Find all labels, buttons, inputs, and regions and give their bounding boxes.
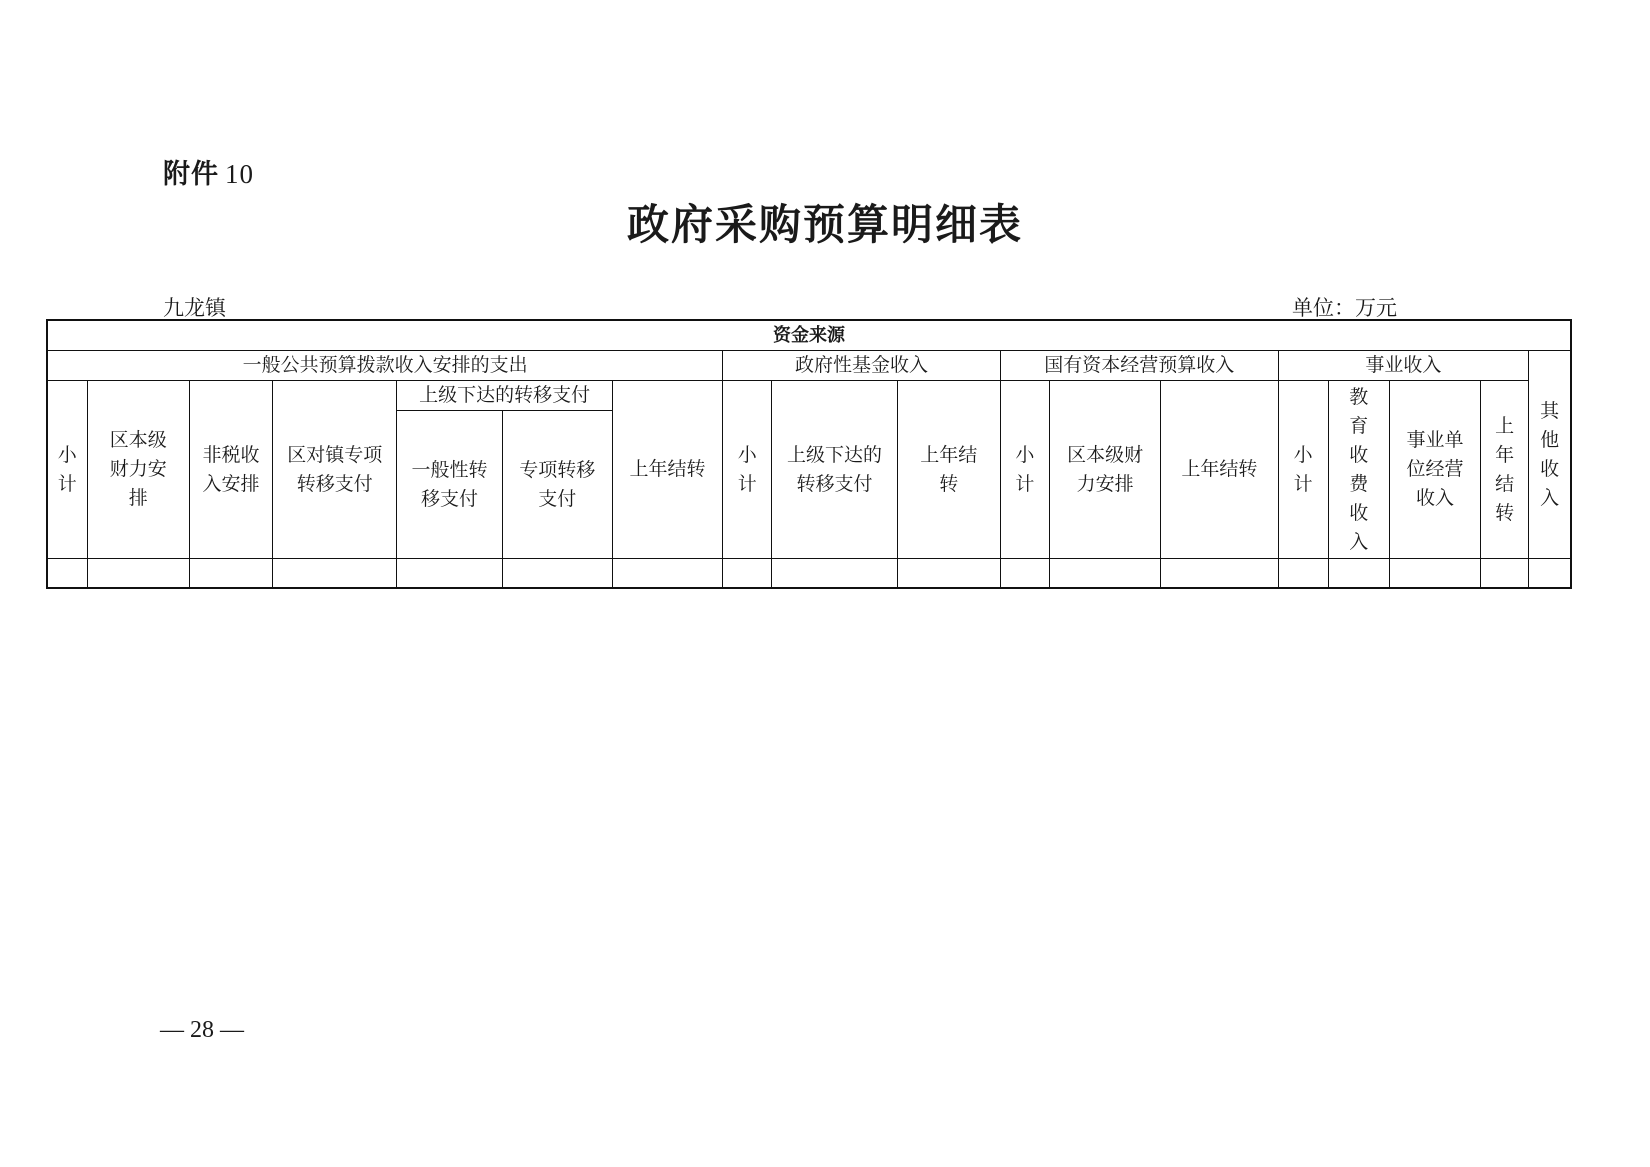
group-other-income: 其他 收入 bbox=[1529, 351, 1571, 559]
unit-label: 单位：万元 bbox=[1292, 296, 1397, 320]
col-sc-carryover: 上年结转 bbox=[1161, 381, 1278, 559]
col-gp-nontax: 非税收 入安排 bbox=[189, 381, 272, 559]
data-cell bbox=[897, 559, 1000, 588]
data-cell bbox=[612, 559, 722, 588]
col-gf-carryover: 上年结 转 bbox=[897, 381, 1000, 559]
col-bz-unit-operation: 事业单 位经营 收入 bbox=[1389, 381, 1480, 559]
organization-name: 九龙镇 bbox=[163, 296, 226, 320]
col-gp-general-transfer: 一般性转 移支付 bbox=[397, 411, 502, 559]
data-cell bbox=[502, 559, 612, 588]
col-gp-district-funds: 区本级 财力安 排 bbox=[87, 381, 189, 559]
data-cell bbox=[397, 559, 502, 588]
col-gp-subtotal: 小 计 bbox=[47, 381, 87, 559]
col-bz-carryover: 上 年 结 转 bbox=[1481, 381, 1529, 559]
col-gf-subtotal: 小 计 bbox=[723, 381, 772, 559]
col-sc-district-funds: 区本级财 力安排 bbox=[1050, 381, 1161, 559]
data-cell bbox=[1278, 559, 1328, 588]
data-cell bbox=[723, 559, 772, 588]
data-cell bbox=[273, 559, 397, 588]
group-state-capital: 国有资本经营预算收入 bbox=[1000, 351, 1278, 381]
col-bz-subtotal: 小 计 bbox=[1278, 381, 1328, 559]
col-gf-upper-transfer: 上级下达的 转移支付 bbox=[772, 381, 897, 559]
col-sc-subtotal: 小 计 bbox=[1000, 381, 1049, 559]
header-row-1 bbox=[47, 320, 1571, 351]
page-number: — 28 — bbox=[160, 1017, 244, 1043]
data-cell bbox=[1529, 559, 1571, 588]
data-cell bbox=[189, 559, 272, 588]
col-gp-district-town-transfer: 区对镇专项 转移支付 bbox=[273, 381, 397, 559]
data-cell bbox=[47, 559, 87, 588]
table-row bbox=[47, 559, 1571, 588]
group-gov-fund: 政府性基金收入 bbox=[723, 351, 1001, 381]
attachment-label-text: 附件 bbox=[163, 159, 219, 190]
data-cell bbox=[87, 559, 189, 588]
subgroup-upper-transfer: 上级下达的转移支付 bbox=[397, 381, 613, 411]
data-cell bbox=[1050, 559, 1161, 588]
procurement-budget-table bbox=[46, 319, 1572, 589]
attachment-number: 10 bbox=[225, 159, 254, 189]
group-business-income: 事业收入 bbox=[1278, 351, 1529, 381]
attachment-label bbox=[163, 152, 254, 191]
group-general-public-budget: 一般公共预算拨款收入安排的支出 bbox=[47, 351, 723, 381]
data-cell bbox=[772, 559, 897, 588]
data-cell bbox=[1328, 559, 1389, 588]
data-cell bbox=[1161, 559, 1278, 588]
header-row-2 bbox=[47, 351, 1571, 381]
col-gp-special-transfer: 专项转移 支付 bbox=[502, 411, 612, 559]
data-cell bbox=[1389, 559, 1480, 588]
col-gp-carryover: 上年结转 bbox=[612, 381, 722, 559]
fund-source-header: 资金来源 bbox=[47, 320, 1571, 351]
col-bz-education-fees: 教 育 收 费 收 入 bbox=[1328, 381, 1389, 559]
data-cell bbox=[1000, 559, 1049, 588]
data-cell bbox=[1481, 559, 1529, 588]
header-row-3 bbox=[47, 381, 1571, 411]
document-title: 政府采购预算明细表 bbox=[626, 200, 1023, 249]
